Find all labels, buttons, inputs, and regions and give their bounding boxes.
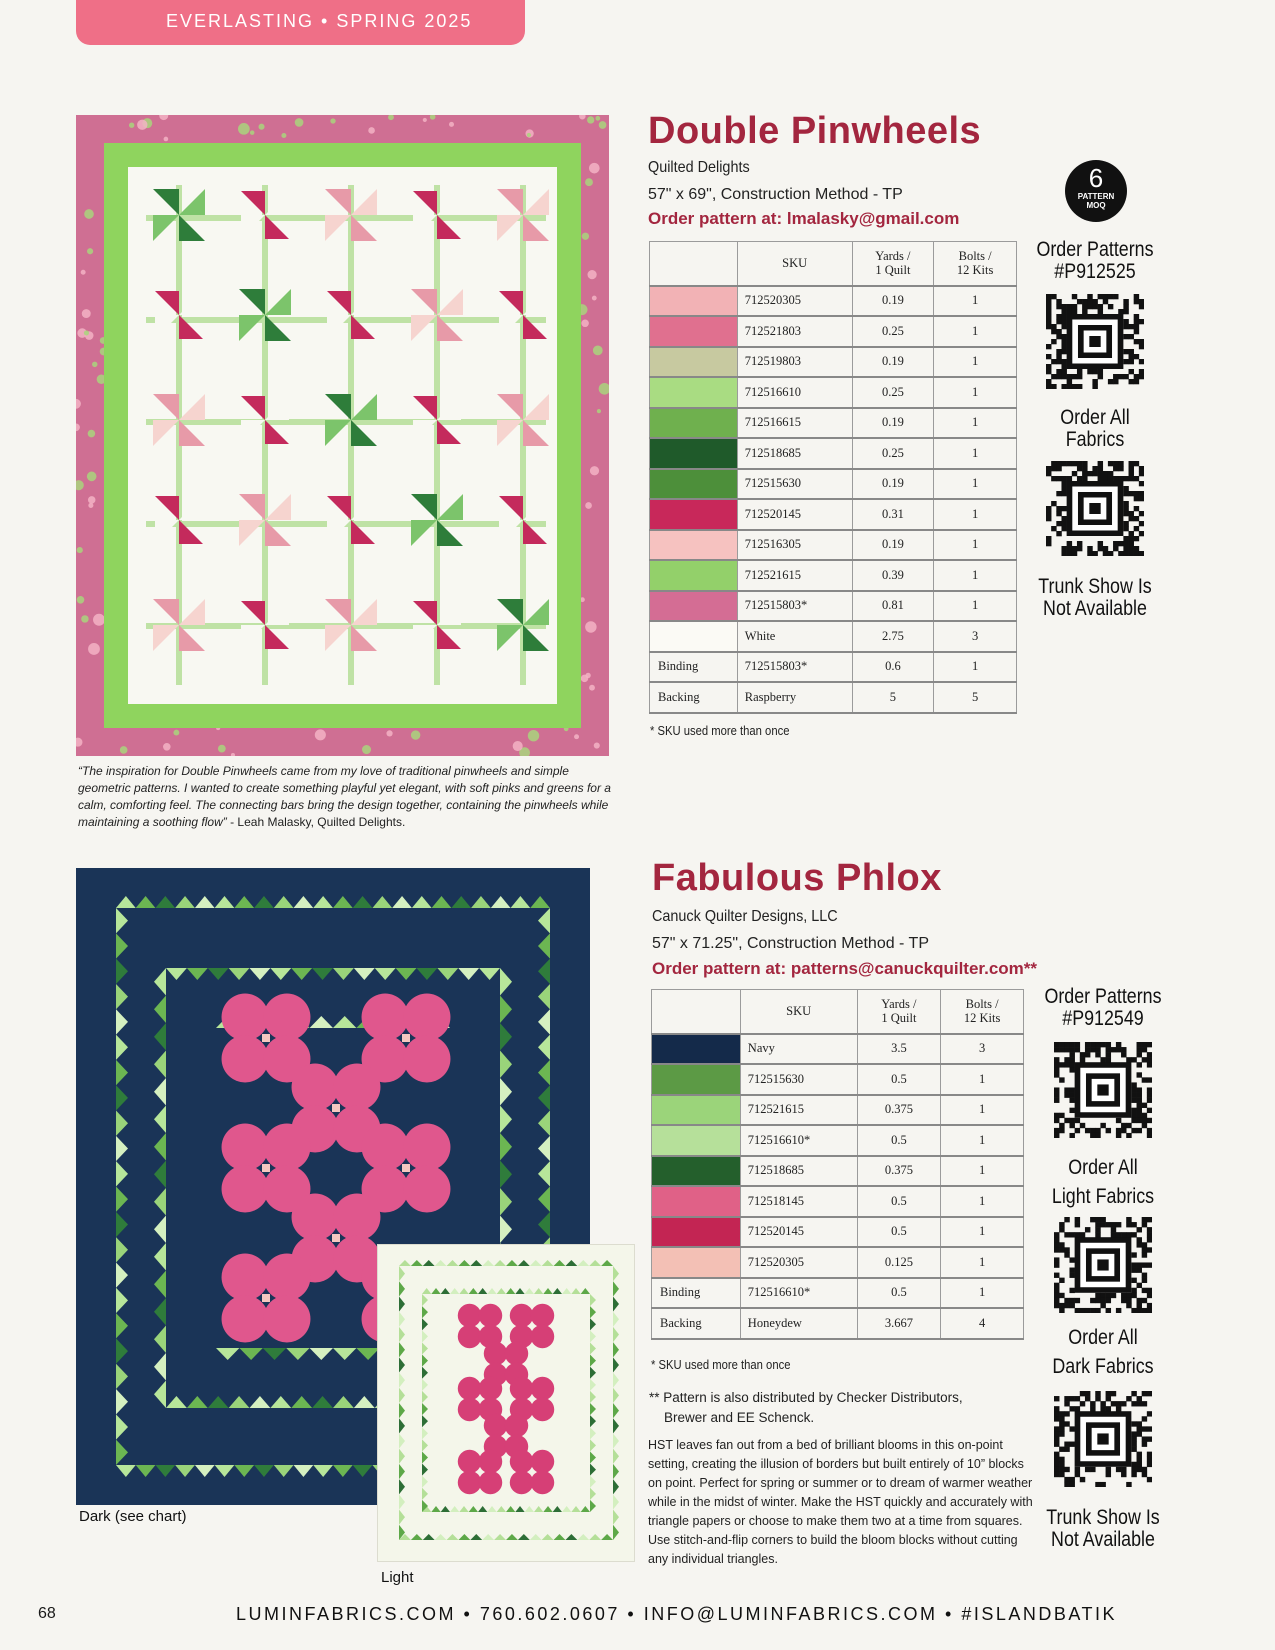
pattern2-footnote: * SKU used more than once — [651, 1358, 791, 1372]
sku-cell: 712515803* — [737, 591, 852, 622]
order-all-fabrics-label-1: Order All Fabrics — [1060, 406, 1130, 451]
order-patterns-label-1: Order Patterns #P912525 — [1036, 238, 1154, 283]
fabric-swatch — [650, 469, 738, 500]
sku-cell: White — [737, 621, 852, 652]
fabric-swatch — [652, 1064, 741, 1095]
table-row — [650, 652, 1017, 683]
order-all-fabrics-qr-1[interactable] — [1046, 461, 1144, 556]
sku-cell: 712520145 — [740, 1217, 857, 1248]
bolts-cell: 1 — [934, 316, 1017, 347]
sku-cell: 712519803 — [737, 347, 852, 378]
table-row — [650, 469, 1017, 500]
table-row — [650, 499, 1017, 530]
yards-cell: 0.6 — [852, 652, 934, 683]
sku-cell: 712516610* — [740, 1125, 857, 1156]
sku-cell: 712520305 — [737, 286, 852, 317]
sku-cell: Navy — [740, 1034, 857, 1065]
fabulous-phlox-light-quilt-image — [377, 1244, 635, 1562]
table-row — [650, 591, 1017, 622]
sku-cell: 712515803* — [737, 652, 852, 683]
fabric-swatch — [652, 1034, 741, 1065]
table-row — [650, 621, 1017, 652]
bolts-cell: 1 — [941, 1217, 1024, 1248]
order-patterns-qr-2[interactable] — [1054, 1042, 1152, 1138]
footer-contact: LUMINFABRICS.COM • 760.602.0607 • INFO@LUMINFABRICS.COM • #ISLANDBATIK — [236, 1604, 1118, 1624]
pattern2-designer: Canuck Quilter Designs, LLC — [652, 908, 838, 925]
header-tab-text: EVERLASTING • SPRING 2025 — [166, 11, 473, 31]
quote-credit: - Leah Malasky, Quilted Delights. — [226, 815, 406, 829]
pattern2-size: 57" x 71.25", Construction Method - TP — [652, 935, 929, 952]
bolts-cell: 1 — [941, 1156, 1024, 1187]
fabric-swatch — [652, 1217, 741, 1248]
yards-cell: 0.19 — [852, 408, 934, 439]
pattern1-size: 57" x 69", Construction Method - TP — [648, 186, 903, 203]
fabric-swatch — [650, 621, 738, 652]
pattern2-title: Fabulous Phlox — [652, 857, 942, 899]
sku-col-header: SKU — [740, 990, 857, 1034]
bolts-cell: 1 — [934, 377, 1017, 408]
table-row — [650, 560, 1017, 591]
sku-cell: 712521615 — [737, 560, 852, 591]
trunk-show-label-1: Trunk Show Is Not Available — [1038, 575, 1152, 620]
fabric-swatch — [650, 286, 738, 317]
bolts-cell: 3 — [934, 621, 1017, 652]
yards-cell: 0.25 — [852, 438, 934, 469]
bolts-col-header: Bolts / 12 Kits — [941, 990, 1024, 1034]
table-row — [652, 1125, 1024, 1156]
yards-cell: 2.75 — [852, 621, 934, 652]
caption-dark: Dark (see chart) — [79, 1508, 187, 1525]
yards-cell: 0.19 — [852, 286, 934, 317]
moq-badge — [1065, 160, 1127, 222]
sku-cell: 712518685 — [740, 1156, 857, 1187]
fabric-swatch — [650, 408, 738, 439]
sku-cell: 712516615 — [737, 408, 852, 439]
bolts-cell: 1 — [934, 560, 1017, 591]
order-patterns-qr-1[interactable] — [1046, 294, 1144, 389]
fabric-swatch — [650, 347, 738, 378]
table-row — [650, 286, 1017, 317]
sku-cell: 712521615 — [740, 1095, 857, 1126]
fabric-swatch — [650, 499, 738, 530]
pattern1-footnote: * SKU used more than once — [650, 724, 790, 738]
yards-cell: 0.25 — [852, 377, 934, 408]
bolts-cell: 1 — [934, 347, 1017, 378]
sku-cell: Honeydew — [740, 1308, 857, 1339]
yards-cell: 0.5 — [857, 1186, 941, 1217]
table-row — [650, 377, 1017, 408]
sku-cell: 712520145 — [737, 499, 852, 530]
bolts-cell: 1 — [934, 652, 1017, 683]
row-label: Backing — [652, 1308, 741, 1339]
order-all-dark-qr[interactable] — [1054, 1391, 1152, 1487]
sku-cell: 712516610 — [737, 377, 852, 408]
row-label: Binding — [652, 1278, 741, 1309]
fabric-swatch — [650, 591, 738, 622]
bolts-cell: 1 — [934, 530, 1017, 561]
fabric-swatch — [650, 530, 738, 561]
moq-number: 6 — [1088, 163, 1104, 193]
row-label: Backing — [650, 682, 738, 713]
table-row — [650, 347, 1017, 378]
sku-cell: 712515630 — [740, 1064, 857, 1095]
bolts-cell: 1 — [934, 438, 1017, 469]
bolts-cell: 4 — [941, 1308, 1024, 1339]
pattern2-order-link[interactable]: Order pattern at: patterns@canuckquilter.com** — [652, 959, 1038, 978]
yards-cell: 0.5 — [857, 1278, 941, 1309]
sku-cell: 712515630 — [737, 469, 852, 500]
table-row — [652, 1064, 1024, 1095]
yards-cell: 0.19 — [852, 347, 934, 378]
order-patterns-label-2: Order Patterns #P912549 — [1044, 985, 1162, 1030]
order-all-light-qr[interactable] — [1054, 1217, 1152, 1313]
pattern1-order-link[interactable]: Order pattern at: lmalasky@gmail.com — [648, 209, 960, 228]
table-row — [652, 1278, 1024, 1309]
double-pinwheels-quilt-image — [76, 115, 609, 756]
pattern1-fabric-table — [649, 241, 1017, 714]
table-row — [652, 1095, 1024, 1126]
yards-col-header: Yards / 1 Quilt — [852, 242, 934, 286]
swatch-col-header — [650, 242, 738, 286]
pattern1-title: Double Pinwheels — [648, 110, 982, 152]
fabric-swatch — [650, 560, 738, 591]
sku-cell: 712516610* — [740, 1278, 857, 1309]
sku-cell: 712516305 — [737, 530, 852, 561]
yards-cell: 0.31 — [852, 499, 934, 530]
yards-cell: 0.375 — [857, 1095, 941, 1126]
bolts-cell: 1 — [941, 1278, 1024, 1309]
pattern1-quote: “The inspiration for Double Pinwheels came from my love of traditional pinwheels and simple geometric patterns. I wanted to create something playful yet elegant, with soft pinks and greens for a calm, comforting feel. The connecting bars bring the design together, containing the pinwheels while maintaining a soothing flow” - Leah Malasky, Quilted Delights. — [78, 764, 611, 829]
yards-cell: 0.375 — [857, 1156, 941, 1187]
table-row — [652, 1034, 1024, 1065]
bolts-cell: 1 — [941, 1247, 1024, 1278]
yards-cell: 5 — [852, 682, 934, 713]
bolts-cell: 1 — [941, 1186, 1024, 1217]
fabric-swatch — [652, 1186, 741, 1217]
yards-cell: 0.39 — [852, 560, 934, 591]
fabric-swatch — [650, 316, 738, 347]
table-row — [652, 1217, 1024, 1248]
bolts-cell: 5 — [934, 682, 1017, 713]
fabric-swatch — [650, 377, 738, 408]
yards-cell: 0.19 — [852, 530, 934, 561]
bolts-cell: 3 — [941, 1034, 1024, 1065]
yards-cell: 0.25 — [852, 316, 934, 347]
table-row — [650, 682, 1017, 713]
sku-cell: 712518145 — [740, 1186, 857, 1217]
fabric-swatch — [652, 1156, 741, 1187]
trunk-show-label-2: Trunk Show Is Not Available — [1046, 1506, 1160, 1551]
bolts-col-header: Bolts / 12 Kits — [934, 242, 1017, 286]
table-row — [652, 1247, 1024, 1278]
yards-cell: 0.5 — [857, 1064, 941, 1095]
sku-cell: Raspberry — [737, 682, 852, 713]
yards-cell: 0.19 — [852, 469, 934, 500]
pattern1-designer: Quilted Delights — [648, 159, 750, 176]
sku-cell: 712520305 — [740, 1247, 857, 1278]
bolts-cell: 1 — [934, 591, 1017, 622]
bolts-cell: 1 — [934, 286, 1017, 317]
yards-cell: 0.5 — [857, 1217, 941, 1248]
table-row — [652, 1186, 1024, 1217]
table-row — [652, 1156, 1024, 1187]
yards-cell: 0.81 — [852, 591, 934, 622]
yards-col-header: Yards / 1 Quilt — [857, 990, 941, 1034]
table-row — [650, 316, 1017, 347]
order-all-light-label: Order All Light Fabrics — [1051, 1156, 1155, 1208]
table-row — [650, 530, 1017, 561]
bolts-cell: 1 — [941, 1064, 1024, 1095]
pattern2-distribution-note: ** Pattern is also distributed by Checker Distributors, Brewer and EE Schenck. — [649, 1390, 963, 1425]
moq-label-pattern: PATTERN — [1077, 192, 1115, 201]
row-label: Binding — [650, 652, 738, 683]
fabric-swatch — [652, 1247, 741, 1278]
bolts-cell: 1 — [934, 408, 1017, 439]
bolts-cell: 1 — [941, 1125, 1024, 1156]
moq-label-moq: MOQ — [1086, 201, 1106, 210]
pattern2-fabric-table — [651, 989, 1024, 1340]
fabric-swatch — [650, 438, 738, 469]
table-row — [652, 1308, 1024, 1339]
bolts-cell: 1 — [934, 469, 1017, 500]
yards-cell: 0.125 — [857, 1247, 941, 1278]
page-number: 68 — [38, 1605, 56, 1622]
table-row — [650, 408, 1017, 439]
table-row — [650, 438, 1017, 469]
yards-cell: 0.5 — [857, 1125, 941, 1156]
caption-light: Light — [381, 1569, 414, 1586]
bolts-cell: 1 — [934, 499, 1017, 530]
bolts-cell: 1 — [941, 1095, 1024, 1126]
sku-cell: 712518685 — [737, 438, 852, 469]
sku-cell: 712521803 — [737, 316, 852, 347]
pattern2-description: HST leaves fan out from a bed of brilliant blooms in this on-point setting, creating the illusion of borders but built entirely of 10” blocks on point. Perfect for spring or summer or to dream of warmer weather while in the midst of winter. Make the HST quickly and accurately with triangle papers or choose to make them two at a time from squares. Use stitch-and-flip corners to build the bloom blocks without cutting any individual triangles. — [648, 1438, 1033, 1566]
sku-col-header: SKU — [737, 242, 852, 286]
yards-cell: 3.667 — [857, 1308, 941, 1339]
order-all-dark-label: Order All Dark Fabrics — [1052, 1326, 1154, 1378]
yards-cell: 3.5 — [857, 1034, 941, 1065]
header-tab — [76, 0, 525, 45]
swatch-col-header — [652, 990, 741, 1034]
fabric-swatch — [652, 1095, 741, 1126]
fabric-swatch — [652, 1125, 741, 1156]
